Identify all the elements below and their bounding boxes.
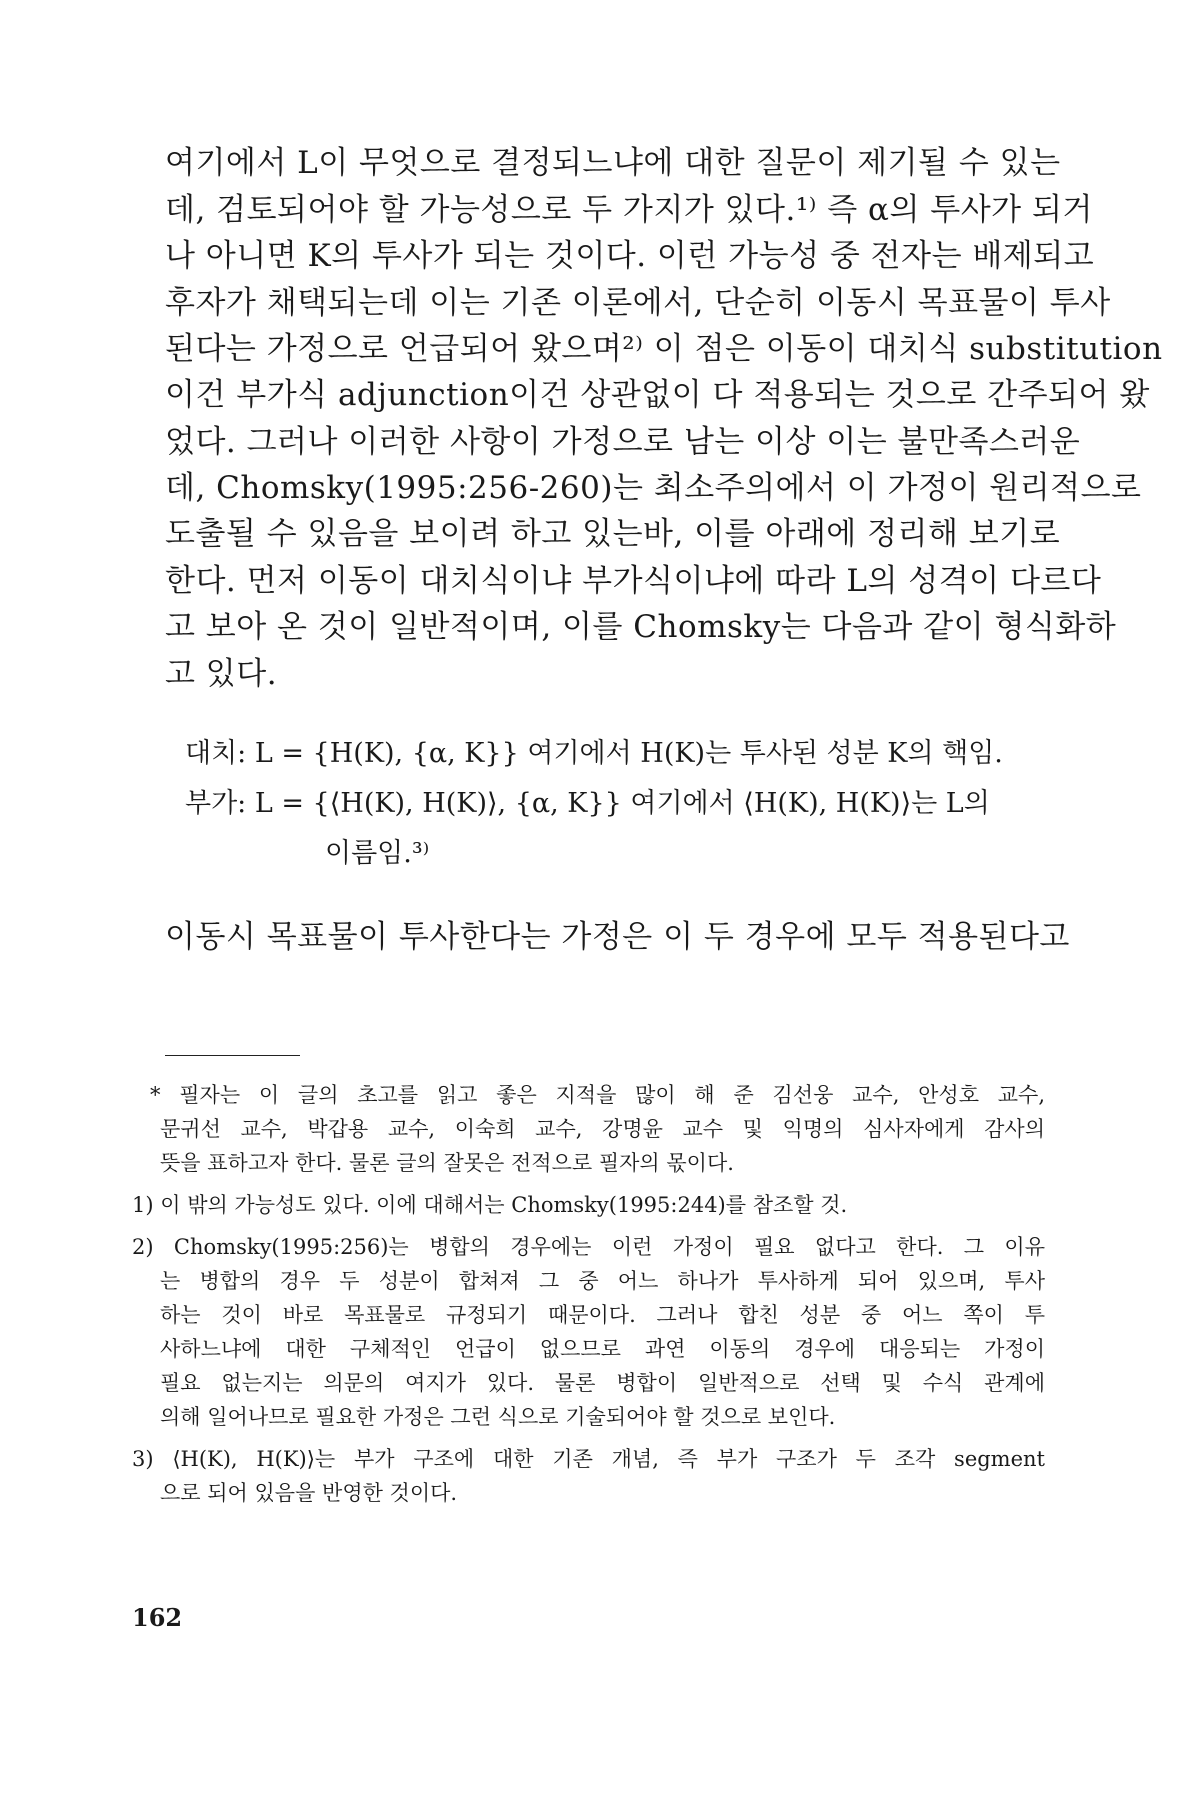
- footnote-line: 하는 것이 바로 목표물로 규정되기 때문이다. 그러나 합친 성분 중 어느 쪽이 투: [160, 1303, 1045, 1327]
- footnote-line: 의해 일어나므로 필요한 가정은 그런 식으로 기술되어야 할 것으로 보인다.: [160, 1405, 836, 1429]
- definition-continuation: 이름임.³⁾: [325, 838, 430, 869]
- footnote-line: 문귀선 교수, 박갑용 교수, 이숙희 교수, 강명윤 교수 및 익명의 심사자에게 감사의: [160, 1117, 1045, 1141]
- body-line: 도출될 수 있음을 보이려 하고 있는바, 이를 아래에 정리해 보기로: [165, 516, 1061, 552]
- body-line: 이건 부가식 adjunction이건 상관없이 다 적용되는 것으로 간주되어 왔: [165, 377, 1150, 413]
- footnote-line: 으로 되어 있음을 반영한 것이다.: [160, 1481, 458, 1505]
- definition-substitution: 대치: L = {H(K), {α, K}} 여기에서 H(K)는 투사된 성분 K의 핵임.: [185, 738, 1003, 769]
- closing-line: 이동시 목표물이 투사한다는 가정은 이 두 경우에 모두 적용된다고: [165, 919, 1070, 955]
- footnote-line: 사하느냐에 대한 구체적인 언급이 없으므로 과연 이동의 경우에 대응되는 가정이: [160, 1337, 1045, 1361]
- body-line: 된다는 가정으로 언급되어 왔으며²⁾ 이 점은 이동이 대치식 substitution: [165, 331, 1163, 367]
- body-line: 고 있다.: [165, 656, 278, 692]
- body-line: 나 아니면 K의 투사가 되는 것이다. 이런 가능성 중 전자는 배제되고: [165, 238, 1095, 274]
- footnote-1: 1) 이 밖의 가능성도 있다. 이에 대해서는 Chomsky(1995:244)를 참조할 것.: [132, 1193, 848, 1217]
- body-line: 데, 검토되어야 할 가능성으로 두 가지가 있다.¹⁾ 즉 α의 투사가 되거: [165, 192, 1093, 228]
- footnote-3: 3) ⟨H(K), H(K)⟩는 부가 구조에 대한 기존 개념, 즉 부가 구조가 두 조각 segment: [132, 1447, 1045, 1471]
- footnote-line: 는 병합의 경우 두 성분이 합쳐져 그 중 어느 하나가 투사하게 되어 있으며, 투사: [160, 1269, 1045, 1293]
- body-line: 여기에서 L이 무엇으로 결정되느냐에 대한 질문이 제기될 수 있는: [165, 145, 1061, 181]
- body-line: 후자가 채택되는데 이는 기존 이론에서, 단순히 이동시 목표물이 투사: [165, 285, 1111, 321]
- footnote-line: 필요 없는지는 의문의 여지가 있다. 물론 병합이 일반적으로 선택 및 수식 관계에: [160, 1371, 1045, 1395]
- footnote-line: * 필자는 이 글의 초고를 읽고 좋은 지적을 많이 해 준 김선웅 교수, 안성호 교수,: [150, 1083, 1045, 1107]
- footnote-2: 2) Chomsky(1995:256)는 병합의 경우에는 이런 가정이 필요 없다고 한다. 그 이유: [132, 1235, 1045, 1259]
- footnote-separator: [165, 1055, 300, 1056]
- body-line: 고 보아 온 것이 일반적이며, 이를 Chomsky는 다음과 같이 형식화하: [165, 609, 1117, 645]
- page-number: 162: [132, 1603, 183, 1632]
- body-line: 한다. 먼저 이동이 대치식이냐 부가식이냐에 따라 L의 성격이 다르다: [165, 563, 1102, 599]
- body-line: 데, Chomsky(1995:256-260)는 최소주의에서 이 가정이 원리적으로: [165, 470, 1142, 506]
- footnote-line: 뜻을 표하고자 한다. 물론 글의 잘못은 전적으로 필자의 몫이다.: [160, 1151, 734, 1175]
- definition-adjunction: 부가: L = {⟨H(K), H(K)⟩, {α, K}} 여기에서 ⟨H(K), H(K)⟩는 L의: [185, 788, 990, 819]
- body-line: 었다. 그러나 이러한 사항이 가정으로 남는 이상 이는 불만족스러운: [165, 424, 1081, 460]
